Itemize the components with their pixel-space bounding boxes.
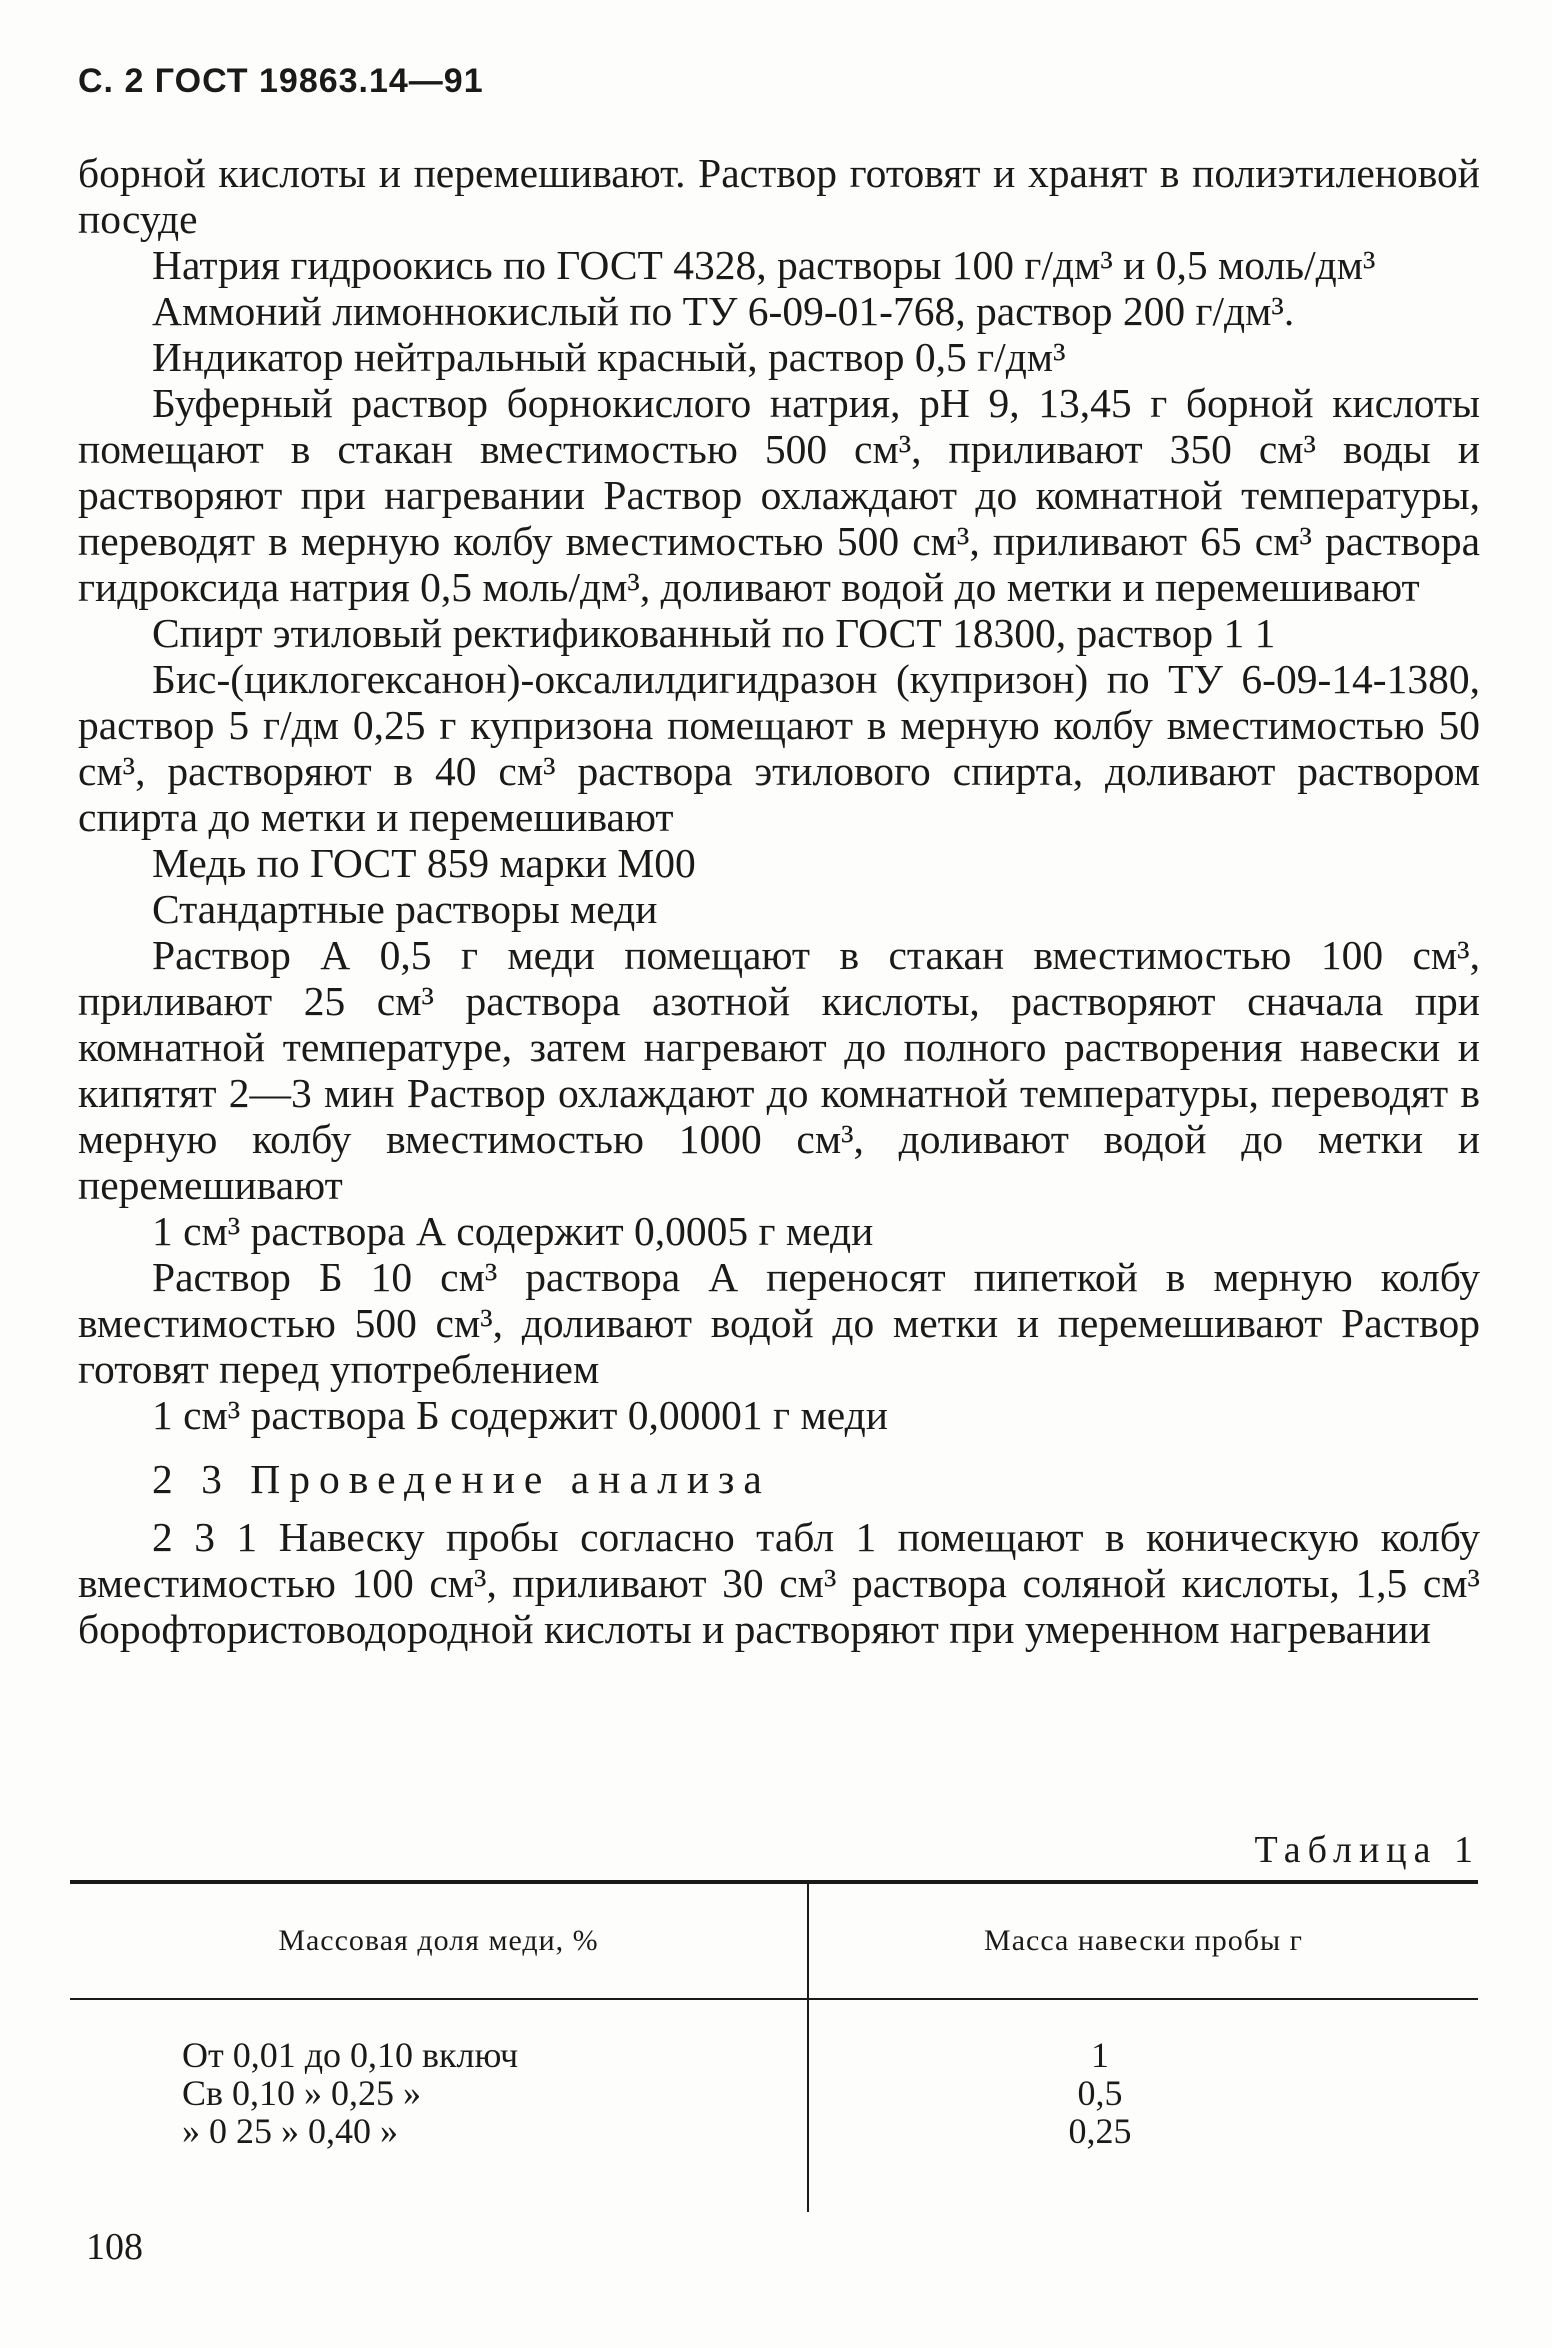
running-header: С. 2 ГОСТ 19863.14—91 <box>78 62 484 100</box>
paragraph-boric-acid: борной кислоты и перемешивают. Раствор готовят и хранят в полиэтиленовой посуде <box>78 150 1480 242</box>
paragraph-procedure: 2 3 1 Навеску пробы согласно табл 1 помещают в коническую колбу вместимостью 100 см³, приливают 30 см³ раствора соляной кислоты, 1,5 см³ борофтористоводородной кислоты и растворяют при умеренном нагревании <box>78 1514 1480 1652</box>
body-text <box>78 150 1480 1652</box>
paragraph-indicator: Индикатор нейтральный красный, раствор 0,5 г/дм³ <box>152 334 1066 380</box>
paragraph-solution-a-content: 1 см³ раствора А содержит 0,0005 г меди <box>152 1208 874 1254</box>
paragraph-solution-b: Раствор Б 10 см³ раствора А переносят пипеткой в мерную колбу вместимостью 500 см³, доливают водой до метки и перемешивают Раствор готовят перед употреблением <box>78 1254 1480 1392</box>
column-header-copper-fraction: Массовая доля меди, % <box>278 1924 599 1957</box>
table-cell-range: Св 0,10 » 0,25 » <box>182 2073 422 2113</box>
paragraph-buffer-solution: Буферный раствор борнокислого натрия, рН 9, 13,45 г борной кислоты помещают в стакан вместимостью 500 см³, приливают 350 см³ воды и растворяют при нагревании Раствор охлаждают до комнатной температуры, переводят в мерную колбу вместимостью 500 см³, приливают 65 см³ раствора гидроксида натрия 0,5 моль/дм³, доливают водой до метки и перемешивают <box>78 380 1480 610</box>
table-cell-mass: 1 <box>1091 2035 1109 2075</box>
paragraph-ethyl-alcohol: Спирт этиловый ректификованный по ГОСТ 18300, раствор 1 1 <box>152 610 1276 656</box>
table-header-rule <box>70 1998 1478 2000</box>
paragraph-standard-solutions: Стандартные растворы меди <box>152 886 658 932</box>
table-cell-mass: 0,25 <box>1068 2111 1132 2151</box>
table-cell-mass: 0,5 <box>1077 2073 1123 2113</box>
table-cell-range: » 0 25 » 0,40 » <box>182 2111 398 2151</box>
table-top-rule <box>70 1880 1478 1884</box>
column-header-sample-mass: Масса навески пробы г <box>984 1924 1303 1957</box>
table-title: Таблица 1 <box>1254 1829 1480 1871</box>
paragraph-solution-a: Раствор А 0,5 г меди помещают в стакан вместимостью 100 см³, приливают 25 см³ раствора азотной кислоты, растворяют сначала при комнатной температуре, затем нагревают до полного растворения навески и кипятят 2—3 мин Раствор охлаждают до комнатной температуры, переводят в мерную колбу вместимостью 1000 см³, доливают водой до метки и перемешивают <box>78 932 1480 1208</box>
paragraph-sodium-hydroxide: Натрия гидроокись по ГОСТ 4328, растворы 100 г/дм³ и 0,5 моль/дм³ <box>152 242 1376 288</box>
section-heading: 2 3 Проведение анализа <box>152 1456 771 1502</box>
paragraph-ammonium-citrate: Аммоний лимоннокислый по ТУ 6-09-01-768, раствор 200 г/дм³. <box>152 288 1295 334</box>
paragraph-cuprizone: Бис-(циклогексанон)-оксалилдигидразон (купризон) по ТУ 6-09-14-1380, раствор 5 г/дм 0,25 г купризона помещают в мерную колбу вместимостью 50 см³, растворяют в 40 см³ раствора этилового спирта, доливают раствором спирта до метки и перемешивают <box>78 656 1480 840</box>
page-number: 108 <box>86 2226 143 2268</box>
paragraph-solution-b-content: 1 см³ раствора Б содержит 0,00001 г меди <box>152 1392 888 1438</box>
table-cell-range: От 0,01 до 0,10 включ <box>182 2035 519 2075</box>
paragraph-copper: Медь по ГОСТ 859 марки М00 <box>152 840 696 886</box>
